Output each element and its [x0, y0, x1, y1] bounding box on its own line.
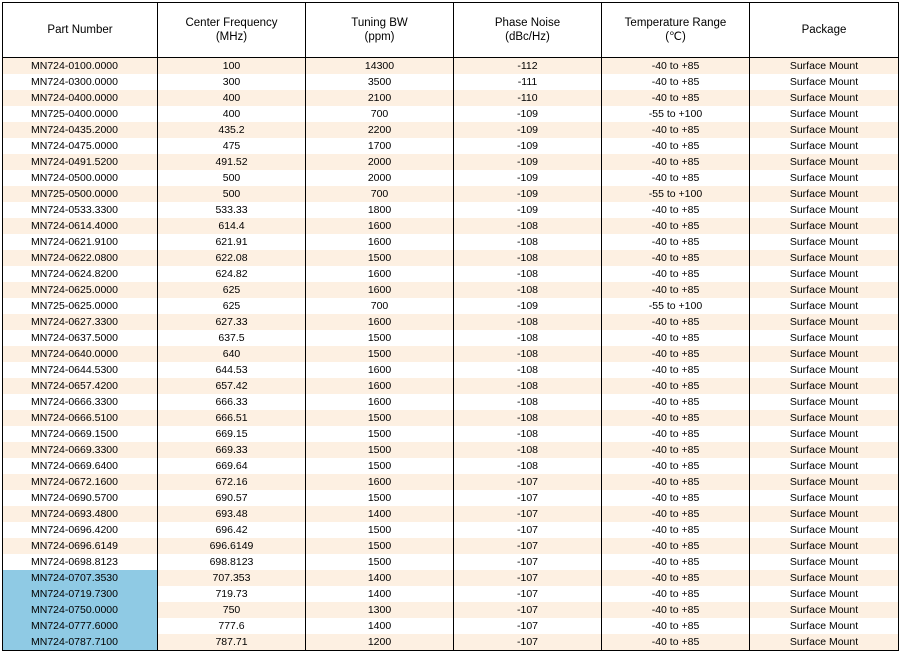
- cell-part-number: MN724-0696.4200: [3, 522, 158, 538]
- table-row: [3, 570, 899, 586]
- cell-center-frequency: 644.53: [158, 362, 306, 378]
- cell-phase-noise: -108: [454, 282, 602, 298]
- cell-phase-noise: -107: [454, 570, 602, 586]
- parts-table: [2, 2, 899, 651]
- cell-phase-noise: -108: [454, 442, 602, 458]
- header-unit: (dBc/Hz): [505, 31, 550, 43]
- cell-tuning-bw: 1500: [306, 346, 454, 362]
- cell-temperature-range: -40 to +85: [602, 458, 750, 474]
- cell-part-number: MN724-0719.7300: [3, 586, 158, 602]
- cell-phase-noise: -107: [454, 618, 602, 634]
- cell-phase-noise: -108: [454, 266, 602, 282]
- cell-package: Surface Mount: [750, 330, 899, 346]
- cell-phase-noise: -112: [454, 58, 602, 75]
- cell-package: Surface Mount: [750, 602, 899, 618]
- cell-tuning-bw: 1500: [306, 538, 454, 554]
- cell-temperature-range: -40 to +85: [602, 618, 750, 634]
- cell-package: Surface Mount: [750, 282, 899, 298]
- cell-center-frequency: 777.6: [158, 618, 306, 634]
- table-row: [3, 138, 899, 154]
- cell-center-frequency: 696.6149: [158, 538, 306, 554]
- cell-center-frequency: 614.4: [158, 218, 306, 234]
- table-row: [3, 442, 899, 458]
- table-row: [3, 474, 899, 490]
- cell-package: Surface Mount: [750, 394, 899, 410]
- cell-part-number: MN724-0669.3300: [3, 442, 158, 458]
- cell-tuning-bw: 1500: [306, 458, 454, 474]
- cell-temperature-range: -40 to +85: [602, 554, 750, 570]
- cell-tuning-bw: 1600: [306, 234, 454, 250]
- cell-tuning-bw: 2200: [306, 122, 454, 138]
- cell-center-frequency: 625: [158, 282, 306, 298]
- cell-temperature-range: -40 to +85: [602, 90, 750, 106]
- table-row: [3, 410, 899, 426]
- header-title: Part Number: [47, 23, 113, 36]
- cell-part-number: MN724-0637.5000: [3, 330, 158, 346]
- table-row: [3, 602, 899, 618]
- cell-tuning-bw: 1400: [306, 570, 454, 586]
- cell-center-frequency: 669.33: [158, 442, 306, 458]
- cell-center-frequency: 666.51: [158, 410, 306, 426]
- table-row: [3, 74, 899, 90]
- cell-center-frequency: 300: [158, 74, 306, 90]
- cell-package: Surface Mount: [750, 74, 899, 90]
- cell-part-number: MN724-0666.5100: [3, 410, 158, 426]
- cell-package: Surface Mount: [750, 202, 899, 218]
- cell-tuning-bw: 1600: [306, 362, 454, 378]
- cell-package: Surface Mount: [750, 362, 899, 378]
- cell-tuning-bw: 1600: [306, 218, 454, 234]
- table-row: [3, 186, 899, 202]
- cell-temperature-range: -55 to +100: [602, 186, 750, 202]
- cell-temperature-range: -40 to +85: [602, 586, 750, 602]
- cell-tuning-bw: 2100: [306, 90, 454, 106]
- cell-temperature-range: -40 to +85: [602, 266, 750, 282]
- cell-part-number: MN724-0666.3300: [3, 394, 158, 410]
- cell-package: Surface Mount: [750, 506, 899, 522]
- cell-tuning-bw: 2000: [306, 170, 454, 186]
- cell-tuning-bw: 1500: [306, 442, 454, 458]
- cell-package: Surface Mount: [750, 154, 899, 170]
- cell-tuning-bw: 700: [306, 106, 454, 122]
- cell-package: Surface Mount: [750, 346, 899, 362]
- cell-temperature-range: -40 to +85: [602, 602, 750, 618]
- table-row: [3, 250, 899, 266]
- table-row: [3, 538, 899, 554]
- table-row: [3, 618, 899, 634]
- cell-part-number: MN724-0624.8200: [3, 266, 158, 282]
- cell-temperature-range: -40 to +85: [602, 570, 750, 586]
- cell-package: Surface Mount: [750, 170, 899, 186]
- datasheet-page: [0, 2, 900, 670]
- table-row: [3, 362, 899, 378]
- cell-temperature-range: -40 to +85: [602, 634, 750, 651]
- cell-temperature-range: -55 to +100: [602, 106, 750, 122]
- table-row: [3, 522, 899, 538]
- table-row: [3, 298, 899, 314]
- cell-tuning-bw: 1400: [306, 586, 454, 602]
- cell-phase-noise: -110: [454, 90, 602, 106]
- cell-center-frequency: 657.42: [158, 378, 306, 394]
- table-row: [3, 282, 899, 298]
- cell-temperature-range: -40 to +85: [602, 154, 750, 170]
- cell-tuning-bw: 1600: [306, 266, 454, 282]
- cell-tuning-bw: 1500: [306, 250, 454, 266]
- cell-tuning-bw: 1800: [306, 202, 454, 218]
- column-header-phase-noise: [454, 3, 602, 58]
- header-title: Phase Noise: [494, 16, 561, 29]
- cell-phase-noise: -109: [454, 170, 602, 186]
- cell-part-number: MN724-0787.7100: [3, 634, 158, 651]
- header-title: Tuning BW: [351, 16, 408, 29]
- cell-tuning-bw: 1600: [306, 378, 454, 394]
- cell-center-frequency: 621.91: [158, 234, 306, 250]
- cell-phase-noise: -108: [454, 458, 602, 474]
- cell-temperature-range: -40 to +85: [602, 122, 750, 138]
- cell-package: Surface Mount: [750, 58, 899, 75]
- cell-center-frequency: 491.52: [158, 154, 306, 170]
- cell-center-frequency: 698.8123: [158, 554, 306, 570]
- cell-phase-noise: -108: [454, 362, 602, 378]
- header-unit: (℃): [665, 31, 686, 43]
- cell-tuning-bw: 1500: [306, 426, 454, 442]
- cell-part-number: MN724-0622.0800: [3, 250, 158, 266]
- table-row: [3, 458, 899, 474]
- cell-center-frequency: 787.71: [158, 634, 306, 651]
- cell-package: Surface Mount: [750, 234, 899, 250]
- cell-part-number: MN724-0621.9100: [3, 234, 158, 250]
- table-row: [3, 122, 899, 138]
- header-unit: (MHz): [215, 31, 248, 43]
- cell-part-number: MN724-0533.3300: [3, 202, 158, 218]
- cell-phase-noise: -109: [454, 186, 602, 202]
- cell-temperature-range: -40 to +85: [602, 490, 750, 506]
- cell-package: Surface Mount: [750, 138, 899, 154]
- cell-part-number: MN724-0696.6149: [3, 538, 158, 554]
- cell-temperature-range: -55 to +100: [602, 298, 750, 314]
- cell-part-number: MN724-0707.3530: [3, 570, 158, 586]
- cell-phase-noise: -109: [454, 138, 602, 154]
- cell-center-frequency: 500: [158, 186, 306, 202]
- cell-tuning-bw: 1600: [306, 394, 454, 410]
- cell-temperature-range: -40 to +85: [602, 330, 750, 346]
- cell-part-number: MN724-0400.0000: [3, 90, 158, 106]
- cell-center-frequency: 637.5: [158, 330, 306, 346]
- table-row: [3, 506, 899, 522]
- cell-part-number: MN724-0644.5300: [3, 362, 158, 378]
- cell-part-number: MN725-0625.0000: [3, 298, 158, 314]
- cell-part-number: MN724-0698.8123: [3, 554, 158, 570]
- cell-center-frequency: 750: [158, 602, 306, 618]
- cell-center-frequency: 707.353: [158, 570, 306, 586]
- table-row: [3, 202, 899, 218]
- cell-package: Surface Mount: [750, 250, 899, 266]
- cell-package: Surface Mount: [750, 106, 899, 122]
- cell-phase-noise: -108: [454, 410, 602, 426]
- column-header-temperature-range: [602, 3, 750, 58]
- cell-part-number: MN724-0750.0000: [3, 602, 158, 618]
- table-row: [3, 106, 899, 122]
- cell-part-number: MN724-0435.2000: [3, 122, 158, 138]
- cell-package: Surface Mount: [750, 298, 899, 314]
- cell-center-frequency: 719.73: [158, 586, 306, 602]
- cell-package: Surface Mount: [750, 490, 899, 506]
- cell-temperature-range: -40 to +85: [602, 426, 750, 442]
- cell-tuning-bw: 1600: [306, 474, 454, 490]
- cell-tuning-bw: 1300: [306, 602, 454, 618]
- cell-temperature-range: -40 to +85: [602, 234, 750, 250]
- cell-phase-noise: -109: [454, 154, 602, 170]
- cell-tuning-bw: 14300: [306, 58, 454, 75]
- table-row: [3, 490, 899, 506]
- cell-phase-noise: -109: [454, 122, 602, 138]
- cell-temperature-range: -40 to +85: [602, 362, 750, 378]
- cell-package: Surface Mount: [750, 474, 899, 490]
- cell-tuning-bw: 1500: [306, 490, 454, 506]
- cell-temperature-range: -40 to +85: [602, 202, 750, 218]
- cell-phase-noise: -108: [454, 330, 602, 346]
- cell-phase-noise: -107: [454, 538, 602, 554]
- cell-center-frequency: 500: [158, 170, 306, 186]
- cell-package: Surface Mount: [750, 426, 899, 442]
- cell-part-number: MN724-0475.0000: [3, 138, 158, 154]
- cell-temperature-range: -40 to +85: [602, 410, 750, 426]
- cell-center-frequency: 400: [158, 90, 306, 106]
- cell-center-frequency: 627.33: [158, 314, 306, 330]
- cell-center-frequency: 696.42: [158, 522, 306, 538]
- cell-part-number: MN724-0693.4800: [3, 506, 158, 522]
- table-row: [3, 586, 899, 602]
- cell-temperature-range: -40 to +85: [602, 58, 750, 75]
- cell-part-number: MN724-0777.6000: [3, 618, 158, 634]
- header-title: Temperature Range: [624, 16, 727, 29]
- cell-tuning-bw: 1500: [306, 330, 454, 346]
- table-row: [3, 234, 899, 250]
- cell-tuning-bw: 1700: [306, 138, 454, 154]
- cell-part-number: MN724-0669.6400: [3, 458, 158, 474]
- cell-package: Surface Mount: [750, 570, 899, 586]
- cell-tuning-bw: 1500: [306, 554, 454, 570]
- table-row: [3, 330, 899, 346]
- cell-package: Surface Mount: [750, 218, 899, 234]
- table-row: [3, 90, 899, 106]
- cell-package: Surface Mount: [750, 554, 899, 570]
- cell-center-frequency: 690.57: [158, 490, 306, 506]
- cell-part-number: MN724-0669.1500: [3, 426, 158, 442]
- cell-center-frequency: 475: [158, 138, 306, 154]
- cell-package: Surface Mount: [750, 266, 899, 282]
- cell-center-frequency: 625: [158, 298, 306, 314]
- cell-part-number: MN724-0100.0000: [3, 58, 158, 75]
- column-header-package: [750, 3, 899, 58]
- cell-temperature-range: -40 to +85: [602, 442, 750, 458]
- cell-phase-noise: -109: [454, 106, 602, 122]
- header-unit: (ppm): [364, 31, 395, 43]
- cell-package: Surface Mount: [750, 122, 899, 138]
- cell-phase-noise: -107: [454, 586, 602, 602]
- cell-tuning-bw: 3500: [306, 74, 454, 90]
- cell-part-number: MN724-0672.1600: [3, 474, 158, 490]
- cell-tuning-bw: 1600: [306, 314, 454, 330]
- table-row: [3, 634, 899, 651]
- cell-phase-noise: -109: [454, 202, 602, 218]
- cell-part-number: MN724-0657.4200: [3, 378, 158, 394]
- cell-phase-noise: -108: [454, 314, 602, 330]
- table-header: [3, 3, 899, 58]
- cell-tuning-bw: 2000: [306, 154, 454, 170]
- table-row: [3, 170, 899, 186]
- cell-phase-noise: -111: [454, 74, 602, 90]
- cell-center-frequency: 100: [158, 58, 306, 75]
- table-row: [3, 218, 899, 234]
- cell-phase-noise: -107: [454, 490, 602, 506]
- cell-phase-noise: -108: [454, 394, 602, 410]
- cell-package: Surface Mount: [750, 90, 899, 106]
- cell-center-frequency: 666.33: [158, 394, 306, 410]
- cell-part-number: MN724-0690.5700: [3, 490, 158, 506]
- cell-center-frequency: 400: [158, 106, 306, 122]
- cell-temperature-range: -40 to +85: [602, 74, 750, 90]
- cell-temperature-range: -40 to +85: [602, 250, 750, 266]
- cell-temperature-range: -40 to +85: [602, 314, 750, 330]
- table-row: [3, 266, 899, 282]
- header-row: [3, 3, 899, 58]
- cell-package: Surface Mount: [750, 410, 899, 426]
- cell-center-frequency: 533.33: [158, 202, 306, 218]
- cell-part-number: MN725-0500.0000: [3, 186, 158, 202]
- cell-center-frequency: 624.82: [158, 266, 306, 282]
- cell-center-frequency: 622.08: [158, 250, 306, 266]
- cell-phase-noise: -108: [454, 378, 602, 394]
- column-header-tuning-bw: [306, 3, 454, 58]
- cell-center-frequency: 672.16: [158, 474, 306, 490]
- cell-center-frequency: 435.2: [158, 122, 306, 138]
- cell-temperature-range: -40 to +85: [602, 522, 750, 538]
- table-row: [3, 314, 899, 330]
- cell-temperature-range: -40 to +85: [602, 218, 750, 234]
- cell-tuning-bw: 1400: [306, 618, 454, 634]
- cell-package: Surface Mount: [750, 586, 899, 602]
- cell-part-number: MN725-0400.0000: [3, 106, 158, 122]
- cell-part-number: MN724-0625.0000: [3, 282, 158, 298]
- cell-phase-noise: -107: [454, 474, 602, 490]
- cell-temperature-range: -40 to +85: [602, 506, 750, 522]
- cell-tuning-bw: 1600: [306, 282, 454, 298]
- cell-temperature-range: -40 to +85: [602, 538, 750, 554]
- header-title: Package: [801, 23, 847, 36]
- table-row: [3, 58, 899, 75]
- cell-tuning-bw: 700: [306, 298, 454, 314]
- column-header-part-number: [3, 3, 158, 58]
- cell-package: Surface Mount: [750, 186, 899, 202]
- cell-phase-noise: -107: [454, 506, 602, 522]
- cell-part-number: MN724-0640.0000: [3, 346, 158, 362]
- cell-phase-noise: -108: [454, 426, 602, 442]
- cell-phase-noise: -108: [454, 218, 602, 234]
- cell-phase-noise: -107: [454, 634, 602, 651]
- cell-center-frequency: 640: [158, 346, 306, 362]
- cell-phase-noise: -107: [454, 522, 602, 538]
- cell-package: Surface Mount: [750, 314, 899, 330]
- cell-center-frequency: 693.48: [158, 506, 306, 522]
- cell-part-number: MN724-0627.3300: [3, 314, 158, 330]
- cell-package: Surface Mount: [750, 378, 899, 394]
- cell-temperature-range: -40 to +85: [602, 282, 750, 298]
- cell-package: Surface Mount: [750, 634, 899, 651]
- cell-tuning-bw: 1500: [306, 410, 454, 426]
- cell-package: Surface Mount: [750, 442, 899, 458]
- table-row: [3, 394, 899, 410]
- cell-part-number: MN724-0491.5200: [3, 154, 158, 170]
- table-body: [3, 58, 899, 651]
- table-row: [3, 378, 899, 394]
- cell-tuning-bw: 700: [306, 186, 454, 202]
- cell-tuning-bw: 1400: [306, 506, 454, 522]
- table-row: [3, 346, 899, 362]
- table-row: [3, 426, 899, 442]
- table-row: [3, 554, 899, 570]
- cell-center-frequency: 669.64: [158, 458, 306, 474]
- cell-phase-noise: -108: [454, 346, 602, 362]
- cell-phase-noise: -107: [454, 554, 602, 570]
- cell-phase-noise: -108: [454, 250, 602, 266]
- header-title: Center Frequency: [185, 16, 278, 29]
- cell-phase-noise: -109: [454, 298, 602, 314]
- cell-center-frequency: 669.15: [158, 426, 306, 442]
- cell-temperature-range: -40 to +85: [602, 474, 750, 490]
- cell-part-number: MN724-0614.4000: [3, 218, 158, 234]
- cell-temperature-range: -40 to +85: [602, 346, 750, 362]
- cell-package: Surface Mount: [750, 458, 899, 474]
- cell-temperature-range: -40 to +85: [602, 378, 750, 394]
- cell-part-number: MN724-0500.0000: [3, 170, 158, 186]
- table-row: [3, 154, 899, 170]
- cell-tuning-bw: 1200: [306, 634, 454, 651]
- cell-temperature-range: -40 to +85: [602, 394, 750, 410]
- cell-package: Surface Mount: [750, 618, 899, 634]
- cell-temperature-range: -40 to +85: [602, 138, 750, 154]
- column-header-center-frequency: [158, 3, 306, 58]
- cell-phase-noise: -108: [454, 234, 602, 250]
- cell-package: Surface Mount: [750, 522, 899, 538]
- cell-temperature-range: -40 to +85: [602, 170, 750, 186]
- cell-phase-noise: -107: [454, 602, 602, 618]
- cell-tuning-bw: 1500: [306, 522, 454, 538]
- cell-part-number: MN724-0300.0000: [3, 74, 158, 90]
- cell-package: Surface Mount: [750, 538, 899, 554]
